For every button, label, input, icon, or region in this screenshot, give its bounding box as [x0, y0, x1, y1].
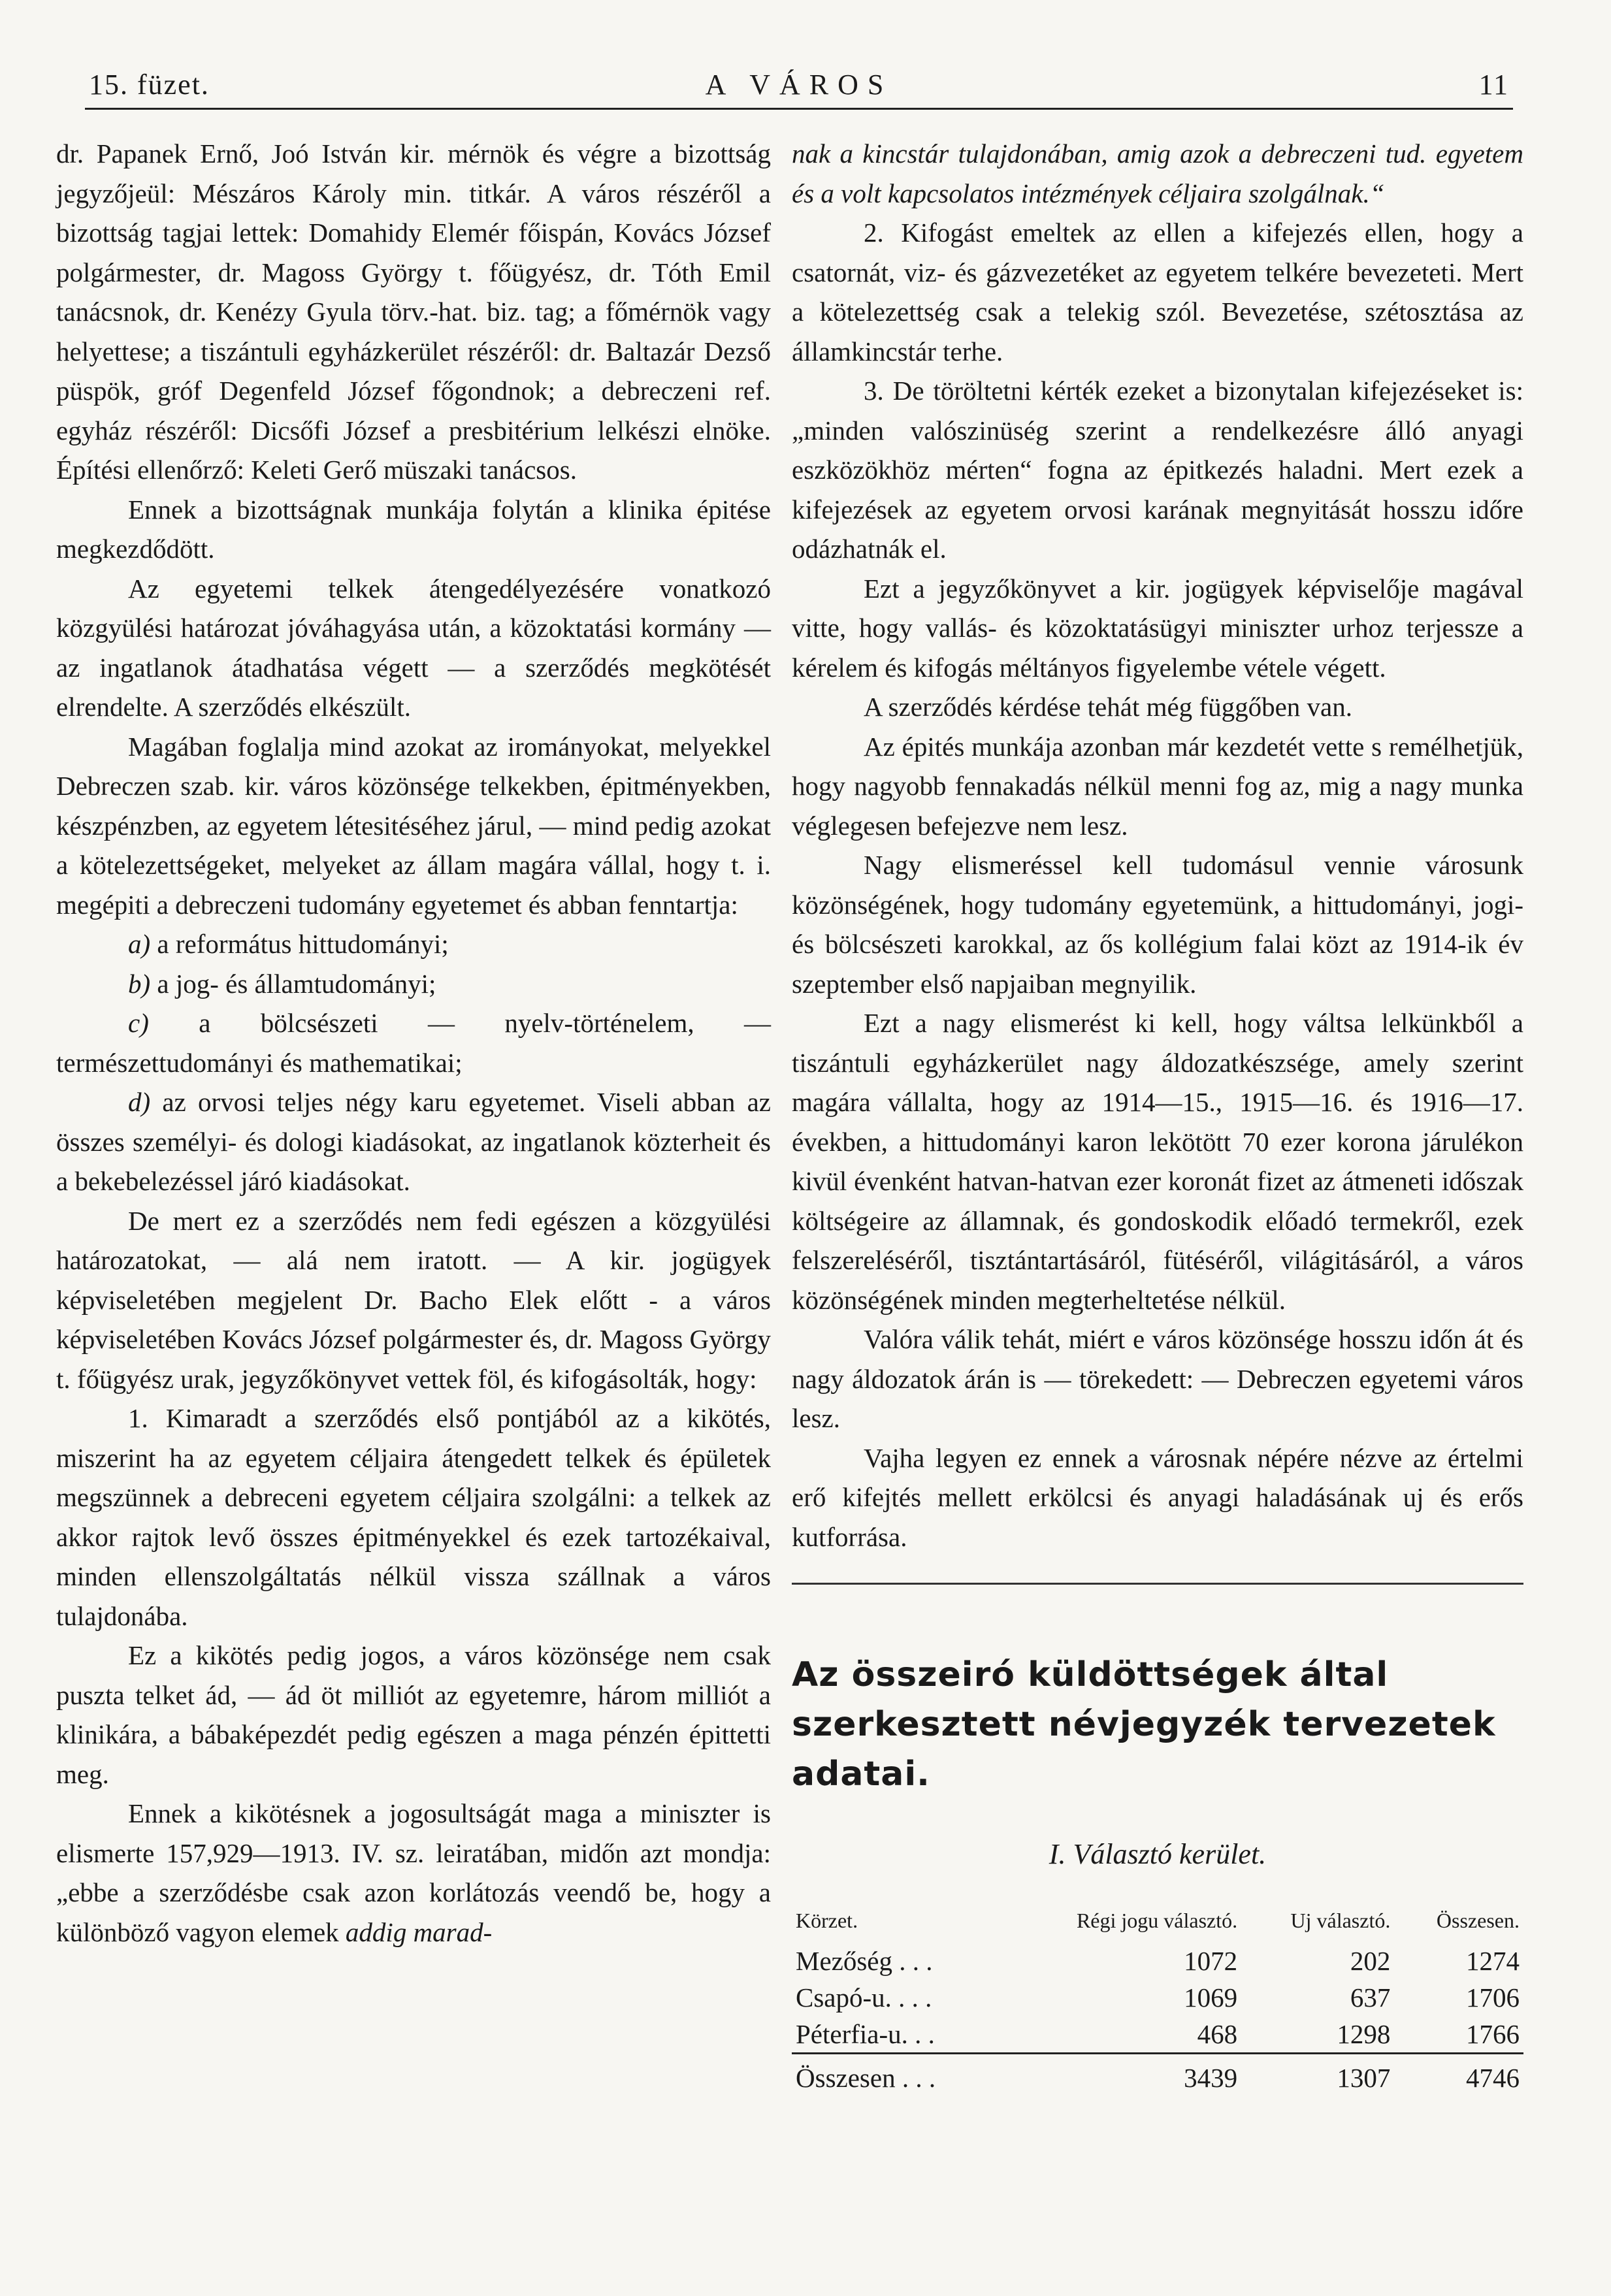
- paragraph: Ennek a bizottságnak munkája folytán a klinika épitése megkezdődött.: [56, 494, 771, 564]
- table-cell: 3439: [1001, 2054, 1241, 2097]
- list-item: b) a jog- és államtudományi;: [128, 968, 436, 999]
- paragraph: Ezt a jegyzőkönyvet a kir. jogügyek képviselője magával vitte, hogy vallás- és közoktatásügyi miniszter urhoz terjessze a kérelem és kifogás méltányos figyelembe vétele végett.: [792, 573, 1523, 683]
- left-column: [56, 134, 771, 1952]
- section-headline: Az összeiró küldöttségek által szerkesztett névjegyzék tervezetek adatai.: [792, 1655, 1496, 1794]
- column-header: Körzet.: [796, 1908, 858, 1932]
- list-item: a) a református hittudományi;: [128, 929, 449, 959]
- table-cell: 1766: [1466, 2019, 1520, 2049]
- table-row: [792, 2016, 1523, 2054]
- paragraph: Ennek a kikötésnek a jogosultságát maga a miniszter is elismerte 157,929—1913. IV. sz. leiratában, midőn azt mondja: „ebbe a szerződésbe csak azon korlátozás veendő be, hogy a különböző vagyon elemek addig marad-: [56, 1798, 771, 1947]
- table-cell: 1274: [1466, 1946, 1520, 1976]
- column-header: Régi jogu választó.: [1076, 1908, 1238, 1932]
- table-row: [792, 1943, 1523, 1979]
- page-header: [85, 62, 1513, 110]
- list-item: c) a bölcsészeti — nyelv-történelem, — természettudományi és mathematikai;: [56, 1008, 771, 1078]
- table-cell: Összesen . . .: [792, 2054, 1001, 2097]
- table-cell: 1072: [1184, 1946, 1238, 1976]
- table-cell: Mezőség . . .: [796, 1946, 933, 1976]
- right-column: [792, 134, 1523, 2096]
- paragraph: De mert ez a szerződés nem fedi egészen a közgyülési határozatokat, — alá nem iratott. — A kir. jogügyek képviseletében megjelent Dr. Bacho Elek előtt - a város képviseletében Kovács József polgármester és, dr. Magoss György t. főügyész urak, jegyzőkönyvet vettek föl, és kifogásolták, hogy:: [56, 1205, 771, 1394]
- issue-number: 15. füzet.: [89, 69, 210, 101]
- table-cell: 1298: [1337, 2019, 1391, 2049]
- table-cell: 468: [1197, 2019, 1238, 2049]
- section-divider: [792, 1583, 1523, 1585]
- column-header: Uj választó.: [1290, 1908, 1391, 1932]
- paragraph: Ez a kikötés pedig jogos, a város közönsége nem csak puszta telket ád, — ád öt milliót az egyetemre, három milliót a klinikára, a bábaképezdét pedig egészen a maga pénzén épittetti meg.: [56, 1640, 771, 1789]
- paragraph: 2. Kifogást emeltek az ellen a kifejezés ellen, hogy a csatornát, viz- és gázvezetéket az egyetem telkére bevezeteti. Mert a kötelezettség csak a telekig szól. Bevezetése, szétosztása az államkincstár terhe.: [792, 218, 1523, 366]
- paragraph: Az egyetemi telkek átengedélyezésére vonatkozó közgyülési határozat jóváhagyása után, a közoktatási kormány — az ingatlanok átadhatása végett — a szerződés megkötését elrendelte. A szerződés elkészült.: [56, 573, 771, 722]
- table-cell: 202: [1350, 1946, 1391, 1976]
- table-cell: 1069: [1184, 1982, 1238, 2013]
- list-item: d) az orvosi teljes négy karu egyetemet. Viseli abban az összes személyi- és dologi kiadásokat, az ingatlanok közterheit és a bekebelezéssel járó kiadásokat.: [56, 1087, 772, 1196]
- paragraph: Magában foglalja mind azokat az irományokat, melyekkel Debreczen szab. kir. város közönsége telkekben, épitményekben, készpénzben, az egyetem létesitéséhez járul, — mind pedig azokat a kötelezettségeket, melyeket az állam magára vállal, hogy t. i. megépiti a debreczeni tudomány egyetemet és abban fenntartja:: [56, 731, 771, 920]
- paragraph: Valóra válik tehát, miért e város közönsége hosszu időn át és nagy áldozatok árán is — törekedett: — Debreczen egyetemi város lesz.: [792, 1324, 1523, 1433]
- table-total-row: [792, 2054, 1523, 2097]
- page-number: 11: [1478, 69, 1509, 101]
- table-cell: Péterfia-u. . .: [796, 2019, 935, 2049]
- table-header-row: [792, 1898, 1523, 1943]
- table-cell: 4746: [1394, 2054, 1523, 2097]
- table-cell: 1706: [1466, 1982, 1520, 2013]
- table-cell: 637: [1350, 1982, 1391, 2013]
- paragraph: 1. Kimaradt a szerződés első pontjából az a kikötés, miszerint ha az egyetem céljaira átengedett telkek és épületek megszünnek a debreceni egyetem céljaira szolgálni: a telkek az akkor rajtok levő összes épitményekkel és ezek tartozékaival, minden ellenszolgáltatás nélkül vissza szállnak a város tulajdonába.: [56, 1403, 771, 1631]
- table-subtitle: I. Választó kerület.: [1049, 1838, 1267, 1870]
- table-cell: 1307: [1241, 2054, 1394, 2097]
- paragraph: dr. Papanek Ernő, Joó István kir. mérnök és végre a bizottság jegyzőjeül: Mészáros Károly min. titkár. A város részéről a bizottság tagjai lettek: Domahidy Elemér főispán, Kovács József polgármester, dr. Magoss György t. főügyész, dr. Tóth Emil tanácsnok, dr. Kenézy Gyula törv.-hat. biz. tag; a főmérnök vagy helyettese; a tiszántuli egyházkerület részéről: dr. Baltazár Dezső püspök, gróf Degenfeld József főgondnok; a debreczeni ref. egyház részéről: Dicsőfi József a presbitérium lelkészi elnöke. Építési ellenőrző: Keleti Gerő müszaki tanácsos.: [56, 138, 771, 485]
- voter-table: [792, 1898, 1523, 2097]
- paragraph: A szerződés kérdése tehát még függőben van.: [864, 692, 1352, 722]
- paragraph: Az épités munkája azonban már kezdetét vette s remélhetjük, hogy nagyobb fennakadás nélkül menni fog az, mig a nagy munka véglegesen befejezve nem lesz.: [792, 731, 1523, 841]
- table-row: [792, 1979, 1523, 2016]
- table-cell: Csapó-u. . . .: [796, 1982, 932, 2013]
- paragraph: Nagy elismeréssel kell tudomásul vennie városunk közönségének, hogy tudomány egyetemünk, a hittudományi, jogi- és bölcsészeti karokkal, az ős kollégium falai közt az 1914-ik év szeptember első napjaiban megnyilik.: [792, 850, 1523, 999]
- continued-quote: nak a kincstár tulajdonában, amig azok a debreczeni tud. egyetem és a volt kapcsolatos intézmények céljaira szolgálnak.“: [792, 138, 1523, 208]
- paragraph: 3. De töröltetni kérték ezeket a bizonytalan kifejezéseket is: „minden valószinüség szerint a rendelkezésre álló anyagi eszközökhöz mérten“ fogna az épitkezés haladni. Mert ezek a kifejezések az egyetem orvosi karának megnyitását hosszu időre odázhatnák el.: [792, 376, 1523, 564]
- paragraph: Vajha legyen ez ennek a városnak népére nézve az értelmi erő kifejtés mellett erkölcsi és anyagi haladásának uj és erős kutforrása.: [792, 1442, 1523, 1552]
- paragraph: Ezt a nagy elismerést ki kell, hogy váltsa lelkünkből a tiszántuli egyházkerület nagy áldozatkészsége, amely szerint magára vállalta, hogy az 1914—15., 1915—16. és 1916—17. években, a hittudományi karon lekötött 70 ezer korona járulékon kivül évenként hatvan-hatvan ezer koronát fizet az átmeneti időszak költségeire az államnak, és gondoskodik előadó termekről, ezek felszereléséről, tisztántartásáról, fütéséről, világitásáról, a város közönségének minden megterheltetése nélkül.: [792, 1008, 1523, 1315]
- journal-title: A VÁROS: [705, 69, 893, 101]
- column-header: Összesen.: [1436, 1908, 1520, 1932]
